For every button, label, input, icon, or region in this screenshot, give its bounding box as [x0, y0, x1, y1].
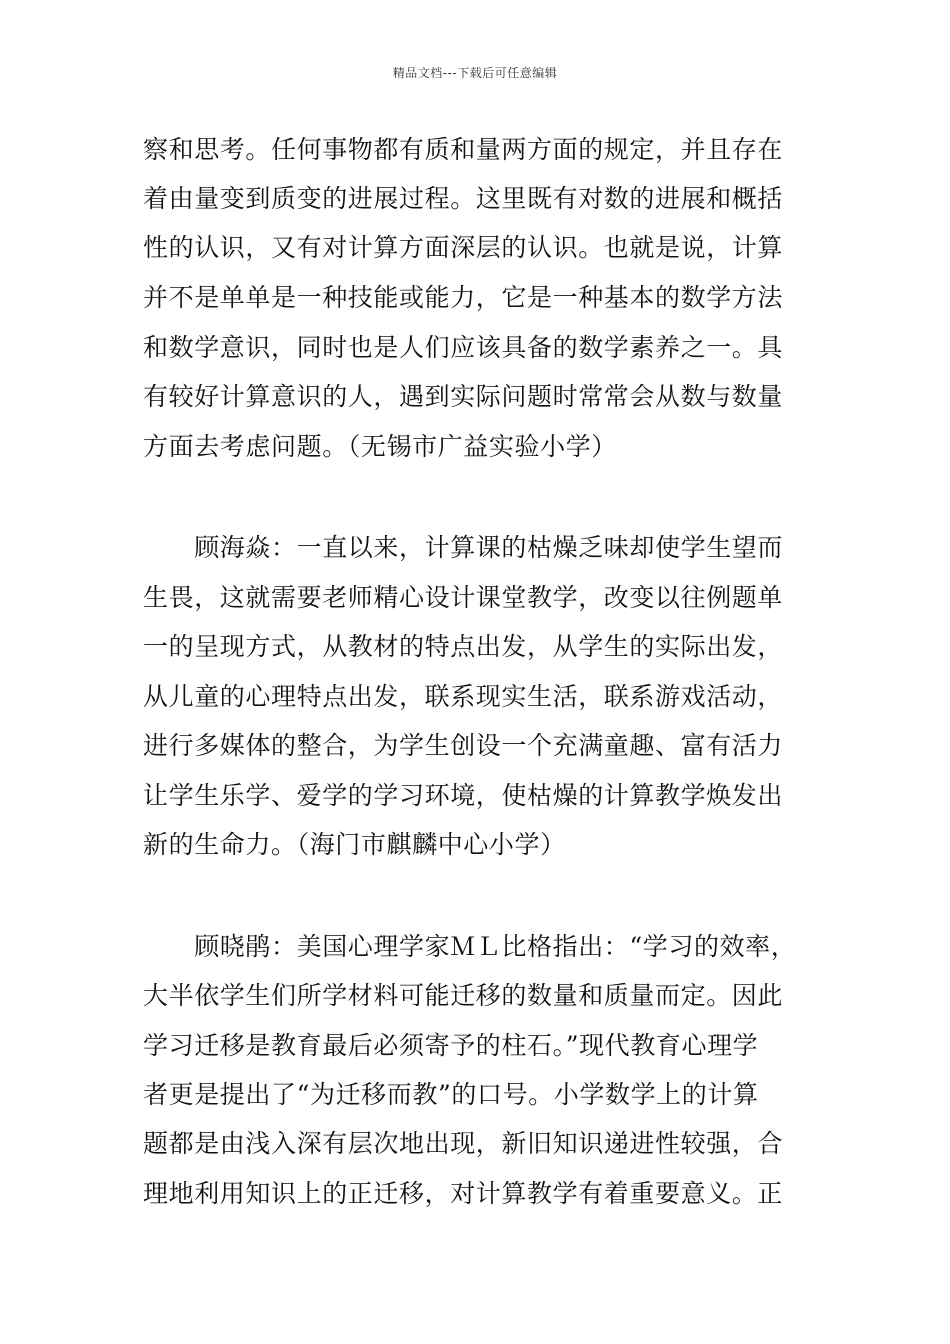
- paragraph-line: 进行多媒体的整合，为学生创设一个充满童趣、富有活力: [143, 731, 784, 760]
- paragraph-line: 新的生命力。（海门市麒麟中心小学）: [143, 830, 566, 859]
- paragraph-line: 生畏，这就需要老师精心设计课堂教学，改变以往例题单: [143, 583, 784, 612]
- paragraph-line: 性的认识，又有对计算方面深层的认识。也就是说，计算: [143, 233, 784, 262]
- paragraph-line: 理地利用知识上的正迁移，对计算教学有着重要意义。正: [143, 1179, 784, 1208]
- paragraph-line: 学习迁移是教育最后必须寄予的柱石。”现代教育心理学: [143, 1031, 759, 1060]
- paragraph-line: 一的呈现方式，从教材的特点出发，从学生的实际出发，: [143, 632, 784, 661]
- page-header: 精品文档---下载后可任意编辑: [392, 66, 558, 80]
- paragraph-line: 并不是单单是一种技能或能力，它是一种基本的数学方法: [143, 283, 784, 312]
- paragraph-line: 察和思考。任何事物都有质和量两方面的规定，并且存在: [143, 135, 784, 164]
- paragraph-line: 从儿童的心理特点出发，联系现实生活，联系游戏活动，: [143, 682, 784, 711]
- paragraph-line: 顾晓鹃：美国心理学家ＭＬ比格指出：“学习的效率，: [143, 932, 797, 961]
- paragraph-line: 顾海焱：一直以来，计算课的枯燥乏味却使学生望而: [143, 533, 784, 562]
- paragraph-line: 和数学意识，同时也是人们应该具备的数学素养之一。具: [143, 333, 784, 362]
- paragraph-line: 有较好计算意识的人，遇到实际问题时常常会从数与数量: [143, 382, 784, 411]
- paragraph-line: 方面去考虑问题。（无锡市广益实验小学）: [143, 432, 617, 461]
- paragraph-line: 者更是提出了“为迁移而教”的口号。小学数学上的计算: [143, 1080, 759, 1109]
- paragraph-line: 让学生乐学、爱学的学习环境，使枯燥的计算教学焕发出: [143, 781, 784, 810]
- paragraph-line: 题都是由浅入深有层次地出现，新旧知识递进性较强，合: [143, 1129, 784, 1158]
- paragraph-line: 大半依学生们所学材料可能迁移的数量和质量而定。因此: [143, 981, 784, 1010]
- paragraph-line: 着由量变到质变的进展过程。这里既有对数的进展和概括: [143, 184, 784, 213]
